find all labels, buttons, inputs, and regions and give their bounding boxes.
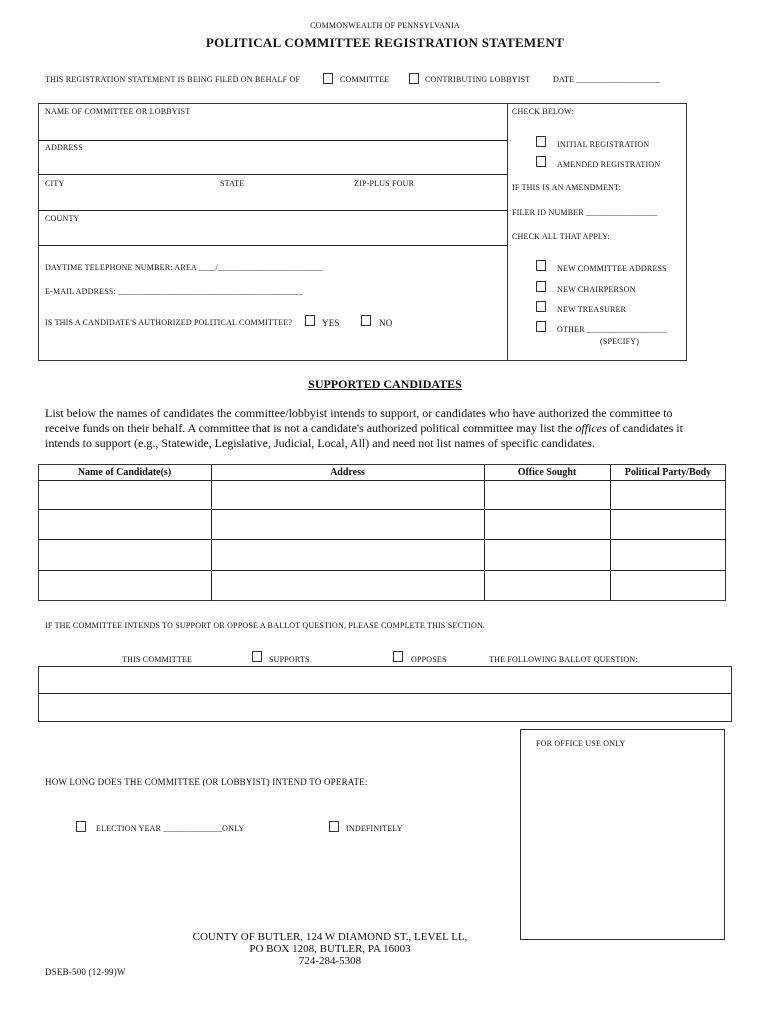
new-treasurer-label: NEW TREASURER (557, 305, 627, 314)
candidate-committee-question: IS THIS A CANDIDATE'S AUTHORIZED POLITICAL COMMITTEE? (45, 318, 293, 327)
office-use-label: FOR OFFICE USE ONLY (536, 739, 626, 748)
county-address (0, 931, 660, 967)
column-header-name: Name of Candidate(s) (77, 467, 172, 478)
filer-id-field[interactable]: FILER ID NUMBER _________________ (512, 208, 658, 217)
phone-field[interactable]: DAYTIME TELEPHONE NUMBER: AREA ____/_________________________ (45, 263, 323, 272)
form-id: DSEB-500 (12-99)W (45, 967, 126, 977)
table-row[interactable] (38, 510, 726, 539)
election-year-checkbox[interactable] (76, 821, 86, 832)
jurisdiction-label: COMMONWEALTH OF PENNSYLVANIA (310, 21, 460, 30)
other-field[interactable]: OTHER ___________________ (557, 325, 667, 334)
check-all-label: CHECK ALL THAT APPLY: (512, 232, 610, 241)
initial-registration-label: INITIAL REGISTRATION (557, 140, 650, 149)
no-label: NO (379, 318, 393, 328)
lobbyist-checkbox[interactable] (409, 73, 419, 84)
column-header-office: Office Sought (517, 467, 577, 478)
column-header-address: Address (330, 467, 365, 478)
email-field[interactable]: E-MAIL ADDRESS: ____________________________________________ (45, 287, 303, 296)
address-line-1: COUNTY OF BUTLER, 124 W DIAMOND ST., LEVEL LL, (192, 931, 468, 943)
amendment-label: IF THIS IS AN AMENDMENT: (512, 183, 622, 192)
new-chair-label: NEW CHAIRPERSON (557, 285, 636, 294)
instructions-line-3: intends to support (e.g., Statewide, Legislative, Judicial, Local, All) and need not list names of specific candidates. (45, 436, 595, 450)
indefinitely-label: INDEFINITELY (346, 824, 403, 833)
amended-registration-checkbox[interactable] (536, 156, 546, 167)
table-row[interactable] (38, 540, 726, 570)
county-field[interactable]: COUNTY (45, 214, 80, 223)
state-field[interactable]: STATE (220, 179, 245, 188)
opposes-checkbox[interactable] (393, 651, 403, 662)
specify-label: (SPECIFY) (600, 337, 640, 346)
supports-label: SUPPORTS (269, 655, 310, 664)
city-field[interactable]: CITY (45, 179, 65, 188)
zip-field[interactable]: ZIP-PLUS FOUR (354, 179, 415, 188)
phone-number: 724-284-5308 (298, 955, 362, 967)
initial-registration-checkbox[interactable] (536, 136, 546, 147)
table-row[interactable] (38, 571, 726, 600)
ballot-question-field[interactable] (38, 666, 732, 722)
opposes-label: OPPOSES (411, 655, 447, 664)
check-below-label: CHECK BELOW: (512, 107, 574, 116)
indefinitely-checkbox[interactable] (329, 821, 339, 832)
name-field[interactable]: NAME OF COMMITTEE OR LOBBYIST (45, 107, 191, 116)
yes-checkbox[interactable] (305, 315, 315, 326)
form-title: POLITICAL COMMITTEE REGISTRATION STATEMENT (205, 35, 565, 50)
following-question-label: THE FOLLOWING BALLOT QUESTION: (489, 655, 638, 664)
yes-label: YES (322, 318, 340, 328)
election-year-field[interactable]: ELECTION YEAR ______________ONLY (96, 824, 245, 833)
committee-checkbox[interactable] (323, 73, 333, 84)
candidates-heading: SUPPORTED CANDIDATES (308, 377, 462, 391)
no-checkbox[interactable] (361, 315, 371, 326)
committee-label: COMMITTEE (340, 75, 390, 84)
table-row[interactable] (38, 481, 726, 509)
new-address-label: NEW COMMITTEE ADDRESS (557, 264, 667, 273)
column-header-party: Political Party/Body (624, 467, 712, 478)
instructions-line-2: receive funds on their behalf. A committee that is not a candidate's authorized political committee may list the offices of candidates it (45, 421, 683, 435)
office-use-box (520, 729, 725, 940)
other-checkbox[interactable] (536, 321, 546, 332)
lobbyist-label: CONTRIBUTING LOBBYIST (425, 75, 531, 84)
new-address-checkbox[interactable] (536, 260, 546, 271)
amended-registration-label: AMENDED REGISTRATION (557, 160, 661, 169)
filing-prompt: THIS REGISTRATION STATEMENT IS BEING FILED ON BEHALF OF (45, 75, 301, 84)
date-field[interactable]: DATE ____________________ (553, 75, 661, 84)
candidates-instructions (45, 406, 745, 451)
address-line-2: PO BOX 1208, BUTLER, PA 16003 (249, 943, 411, 955)
instructions-line-1: List below the names of candidates the committee/lobbyist intends to support, or candidates who have authorized the committee to (45, 406, 673, 420)
supports-checkbox[interactable] (252, 651, 262, 662)
address-field[interactable]: ADDRESS (45, 143, 83, 152)
this-committee-label: THIS COMMITTEE (122, 655, 193, 664)
new-chair-checkbox[interactable] (536, 281, 546, 292)
duration-question: HOW LONG DOES THE COMMITTEE (OR LOBBYIST) INTEND TO OPERATE: (45, 777, 368, 787)
new-treasurer-checkbox[interactable] (536, 301, 546, 312)
ballot-intro: IF THE COMMITTEE INTENDS TO SUPPORT OR OPPOSE A BALLOT QUESTION, PLEASE COMPLETE THIS SECTION. (45, 621, 486, 630)
